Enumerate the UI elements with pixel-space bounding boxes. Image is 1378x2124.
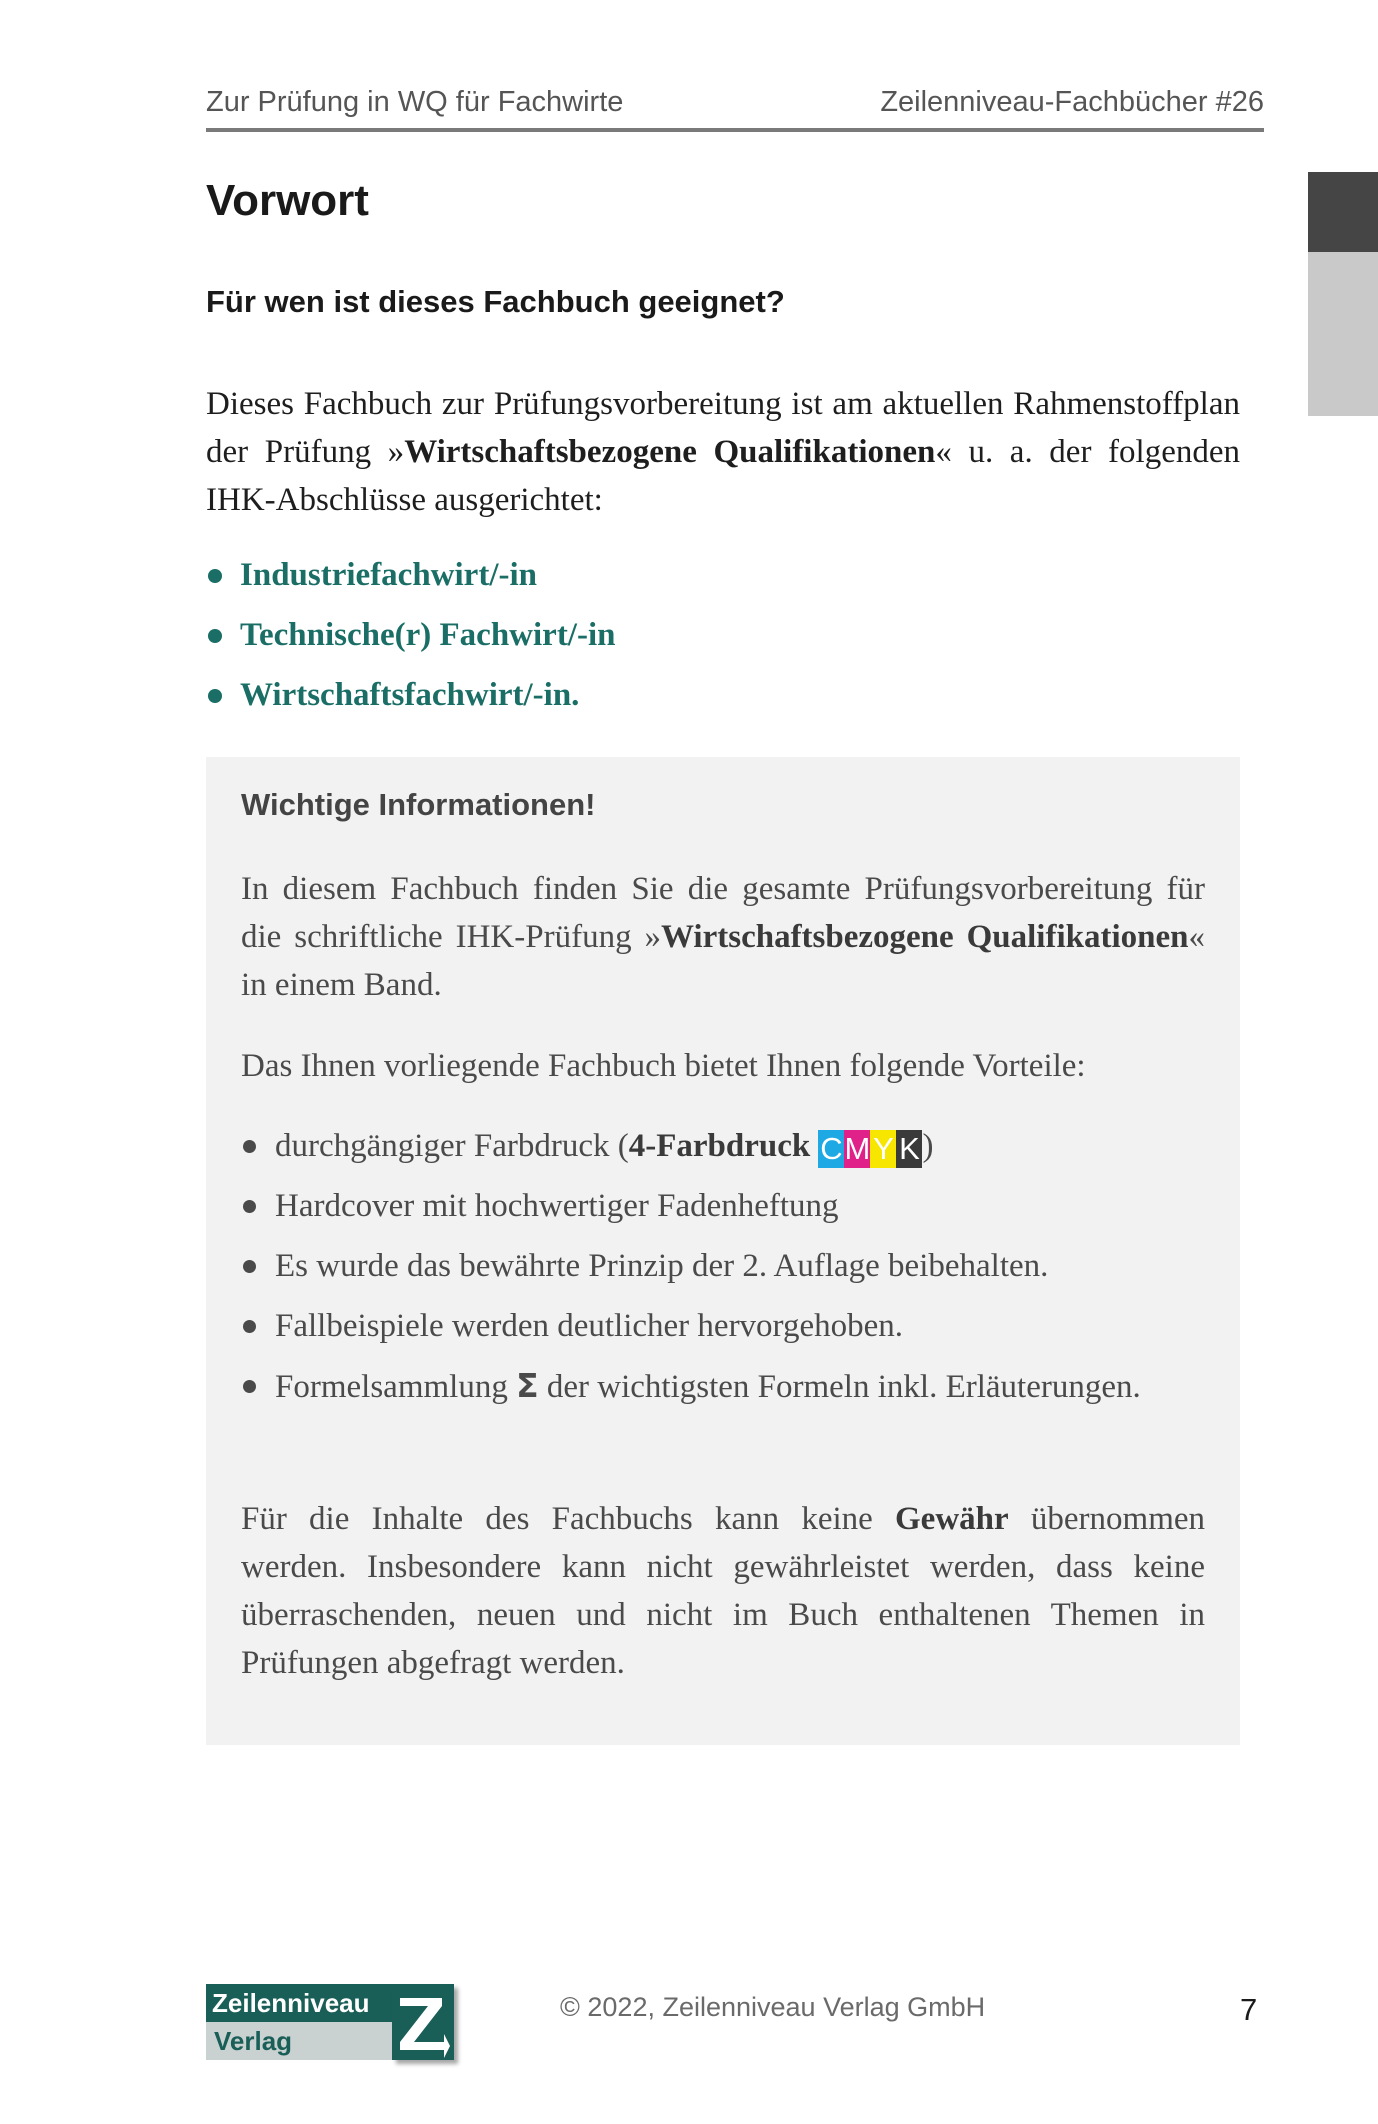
cmyk-y: Y	[870, 1130, 896, 1168]
advantage-item	[241, 1242, 1205, 1290]
advantage-item	[241, 1362, 1205, 1411]
advantage-text-end: )	[922, 1128, 934, 1164]
advantages-list	[241, 1122, 1205, 1423]
advantage-item	[241, 1182, 1205, 1230]
intro-exam-name: Wirtschaftsbezogene Qualifikationen	[404, 434, 936, 470]
bullet-icon	[243, 1380, 256, 1393]
page-title: Vorwort	[206, 176, 369, 225]
section-heading: Für wen ist dieses Fachbuch geeignet?	[206, 284, 785, 319]
advantage-text: Hardcover mit hochwertiger Fadenheftung	[275, 1188, 839, 1224]
cmyk-c: C	[820, 1131, 843, 1166]
sigma-icon: Σ	[516, 1366, 539, 1405]
bullet-icon	[243, 1260, 256, 1273]
degree-list	[206, 545, 616, 725]
copyright: © 2022, Zeilenniveau Verlag GmbH	[560, 1992, 986, 2022]
degree-item	[206, 545, 616, 605]
disclaimer-text: Für die Inhalte des Fachbuchs kann keine	[241, 1501, 896, 1537]
advantage-text: Formelsammlung	[275, 1369, 508, 1405]
info-box-title: Wichtige Informationen!	[241, 787, 596, 822]
advantages-intro: Das Ihnen vorliegende Fachbuch bietet Ihnen folgende Vorteile:	[241, 1048, 1086, 1084]
intro-text: Dieses Fachbuch zur Prüfungsvorbereitung ist am aktuellen Rahmenstoffplan der Prüfung »	[206, 386, 1240, 470]
advantage-bold: 4-Farbdruck	[628, 1128, 811, 1164]
degree-item	[206, 605, 616, 665]
disclaimer-text-end: übernommen werden. Insbesondere kann nicht gewährleistet werden, dass keine überraschenden, neuen und nicht im Buch enthaltenen Themen in Prüfungen abgefragt werden.	[241, 1501, 1206, 1681]
intro-paragraph	[206, 380, 1240, 524]
degree-item	[206, 665, 616, 725]
degree-label: Technische(r) Fachwirt/-in	[240, 617, 616, 653]
bullet-icon	[243, 1320, 256, 1333]
advantage-text: durchgängiger Farbdruck (	[275, 1128, 629, 1164]
advantage-item	[241, 1302, 1205, 1350]
chapter-tab	[1308, 252, 1378, 416]
bullet-icon	[208, 629, 222, 643]
logo-z-icon	[392, 1984, 454, 2060]
advantage-item	[241, 1122, 1205, 1170]
header-book-title: Zur Prüfung in WQ für Fachwirte	[206, 86, 624, 118]
degree-label: Wirtschaftsfachwirt/-in.	[240, 677, 580, 713]
advantage-text: Es wurde das bewährte Prinzip der 2. Auflage beibehalten.	[275, 1248, 1049, 1284]
page-number: 7	[1240, 1992, 1258, 2027]
bullet-icon	[243, 1140, 256, 1153]
bullet-icon	[243, 1200, 256, 1213]
info-exam-name: Wirtschaftsbezogene Qualifikationen	[661, 919, 1189, 955]
chapter-tab-active	[1308, 172, 1378, 252]
advantage-text: Fallbeispiele werden deutlicher hervorgehoben.	[275, 1308, 903, 1344]
cmyk-badge-icon	[818, 1130, 922, 1168]
publisher-logo	[206, 1984, 446, 2060]
info-paragraph	[241, 865, 1205, 1009]
degree-label: Industriefachwirt/-in	[240, 557, 537, 593]
header-series: Zeilenniveau-Fachbücher #26	[880, 86, 1264, 118]
advantage-text-end: der wichtigsten Formeln inkl. Erläuterungen.	[546, 1369, 1141, 1405]
info-box	[206, 757, 1240, 1745]
bullet-icon	[208, 569, 222, 583]
running-header	[206, 80, 1264, 132]
intro-text-end: « u. a. der folgenden IHK-Abschlüsse ausgerichtet:	[206, 434, 1240, 518]
logo-name: Zeilenniveau	[206, 1984, 392, 2022]
info-text: In diesem Fachbuch finden Sie die gesamte Prüfungsvorbereitung für die schriftliche IHK-Prüfung »	[241, 871, 1205, 955]
bullet-icon	[208, 689, 222, 703]
cmyk-k: K	[896, 1130, 922, 1168]
disclaimer-bold: Gewähr	[895, 1501, 1009, 1537]
cmyk-m: M	[844, 1131, 871, 1166]
logo-subname: Verlag	[206, 2022, 392, 2060]
info-text-end: « in einem Band.	[241, 919, 1205, 1003]
disclaimer-paragraph	[241, 1495, 1205, 1687]
